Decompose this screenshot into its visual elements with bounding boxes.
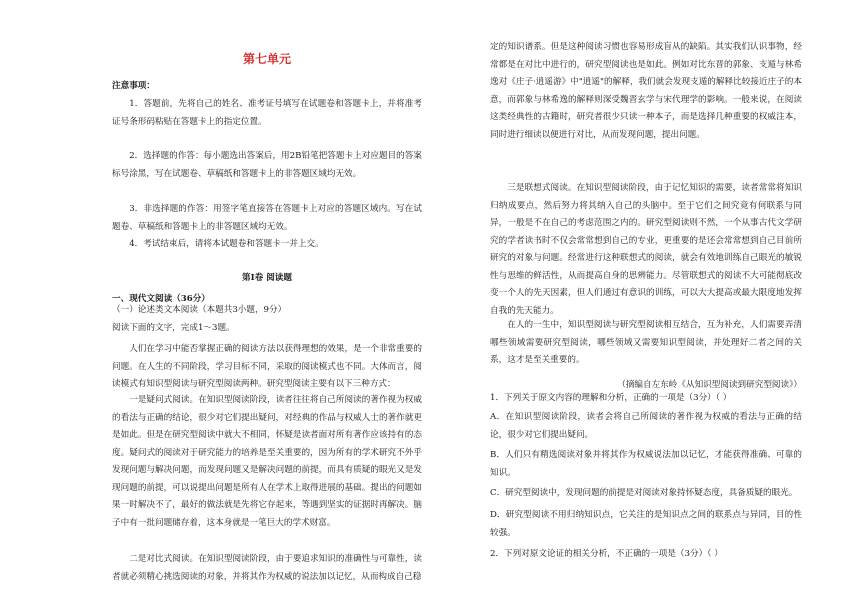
notice-heading: 注意事项：: [112, 81, 155, 91]
subsection-heading: （一）论述类文本阅读（本题共3小题，9分）: [112, 305, 287, 315]
question-1-stem: 1．下列关于原文内容的理解和分析，正确的一项是（3分）（ ）: [490, 393, 732, 403]
passage-paragraph-2: 一是疑问式阅读。在知识型阅读阶段，读者往往将自己所阅读的著作视为权威的看法与正确的结论，很少对它们提出疑问，对经典的作品与权威人士的著作就更是如此。但是在研究型阅读中就大不相同，怀疑是读者面对所有著作应该持有的态度。疑问式的阅读对于研究能力的培养是至关重要的，因为所有的学术研究不外乎发现问题与解决问题，而发现问题又是解决问题的前提，而具有质疑的眼光又是发现问题的前提，可以说提出问题是所有人在学术上取得进展的基础。提出的问题如果一时解决不了，最好的做法就是先将它存起来，等遇到坚实的证据时再解决。脑子中有一批问题储存着，这本身就是一笔巨大的学术财富。: [112, 395, 422, 528]
passage-paragraph-4: 三是联想式阅读。在知识型阅读阶段，由于记忆知识的需要，读者常常将知识归纳成要点，然后努力将其纳入自己的头脑中。至于它们之间究竟有何联系与同异，一般是不在自己的考虑范围之内的。研究型阅读则不然，一个从事古代文学研究的学者读书时不仅会常常想到自己的专业，更重要的是还会常常想到自己目前所研究的对象与问题。经常进行这种联想式的阅读，就会有效地训练自己眼光的敏锐性与思维的鲜活性，从而提高自身的思辨能力。尽管联想式的阅读不大可能彻底改变一个人的先天因素，但人们通过有意识的训练，可以大大提高或最大限度地发挥自我的先天能力。: [490, 183, 802, 316]
passage-paragraph-3: 二是对比式阅读。在知识型阅读阶段，由于要追求知识的准确性与可靠性，读者就必须精心挑选阅读的对象，并将其作为权威的说法加以记忆，从而构成自己稳: [112, 554, 422, 582]
notice-item-3: 3．非选择题的作答：用签字笔直接答在答题卡上对应的答题区域内。写在试题卷、草稿纸和答题卡上的非答题区域均无效。: [112, 204, 422, 232]
question-1-option-c: C．研究型阅读中，发现问题的前提是对阅读对象持怀疑态度，具备质疑的眼光。: [490, 488, 798, 498]
passage-paragraph-1: 人们在学习中能否掌握正确的阅读方法以获得理想的效果，是一个非常重要的问题。在人生的不同阶段，学习目标不同，采取的阅读模式也不同。大体而言，阅读模式有知识型阅读与研究型阅读两种。研究型阅读主要有以下三种方式：: [112, 344, 422, 389]
question-1-option-b: B．人们只有精选阅读对象并将其作为权威说法加以记忆，才能获得准确、可靠的知识。: [490, 450, 802, 478]
passage-paragraph-5: 在人的一生中，知识型阅读与研究型阅读相互结合，互为补充，人们需要弄清哪些领域需要研究型阅读，哪些领域又需要知识型阅读，并处理好二者之间的关系，这才是至关重要的。: [490, 320, 802, 365]
question-2-stem: 2．下列对原文论证的相关分析，不正确的一项是（3分）（ ）: [490, 549, 723, 559]
notice-item-1: 1．答题前，先将自己的姓名、准考证号填写在试题卷和答题卡上，并将准考证号条形码粘贴在答题卡上的指定位置。: [112, 99, 422, 127]
source-citation: （摘编自左东岭《从知识型阅读到研究型阅读》）: [617, 380, 802, 390]
reading-instruction: 阅读下面的文字，完成1～3题。: [112, 323, 235, 333]
notice-item-4: 4．考试结束后，请将本试题卷和答题卡一并上交。: [129, 239, 324, 249]
question-1-option-a: A．在知识型阅读阶段，读者会将自己所阅读的著作视为权威的看法与正确的结论，很少对它们提出疑问。: [490, 412, 802, 440]
notice-item-2: 2．选择题的作答：每小题选出答案后，用2B铅笔把答题卡上对应题目的答案标号涂黑，写在试题卷、草稿纸和答题卡上的非答题区域均无效。: [112, 151, 422, 179]
unit-title: 第七单元: [242, 52, 291, 66]
question-1-option-d: D．研究型阅读不用归纳知识点，它关注的是知识点之间的联系点与异同，目的性较强。: [490, 510, 802, 538]
passage-paragraph-3-continued: 定的知识谱系。但是这种阅读习惯也容易形成盲从的缺陷。其实我们认识事物，经常都是在对比中进行的，研究型阅读也是如此。例如对比东晋的郭象、支遁与林希逸对《庄子·逍遥游》中"逍遥"的解释，我们就会发现支遁的解释比较接近庄子的本意，而郭象与林希逸的解释则深受魏晋玄学与宋代理学的影响。一般来说，在阅读这类经典性的古籍时，研究者很少只读一种本子，而是选择几种重要的权威注本，同时进行细读以便进行对比，从而发现问题，提出问题。: [490, 42, 802, 140]
volume-title: 第Ⅰ卷 阅读题: [242, 273, 292, 283]
section-heading: 一、现代文阅读（36分）: [112, 294, 210, 304]
